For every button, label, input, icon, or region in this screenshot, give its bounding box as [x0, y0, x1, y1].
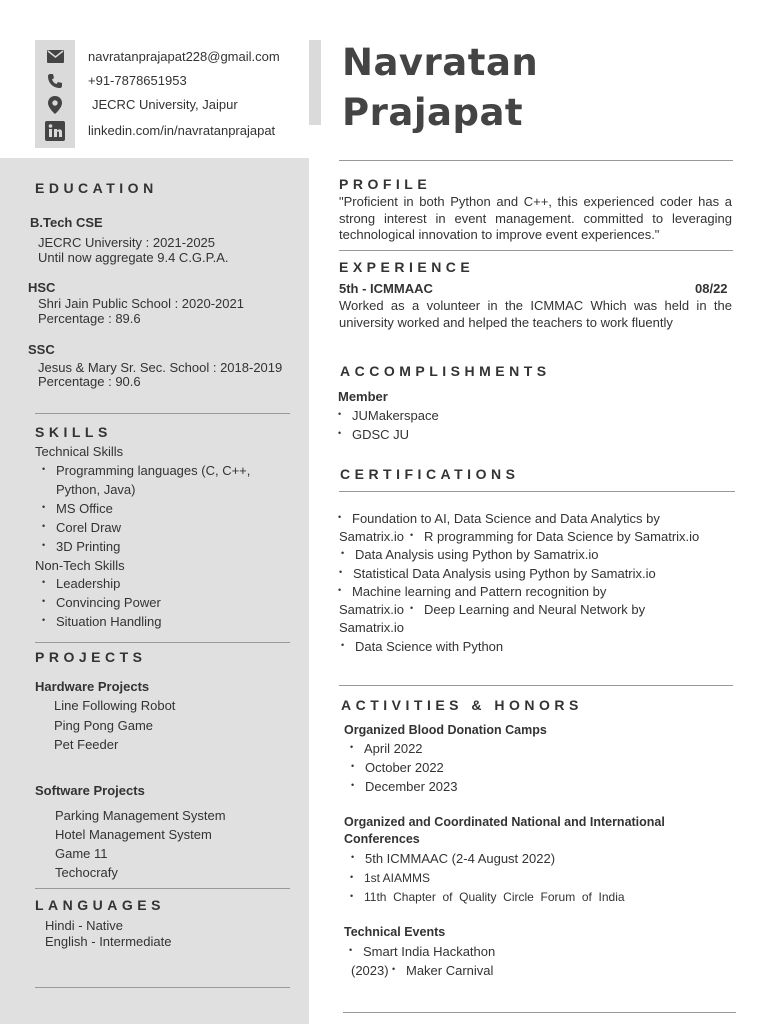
activity-item: • October 2022: [365, 760, 444, 775]
activity-item: • Maker Carnival: [406, 963, 493, 978]
certification-item: • Statistical Data Analysis using Python by Samatrix.io: [353, 566, 656, 581]
project-item: Parking Management System: [55, 808, 226, 823]
accomplishments-label: Member: [338, 389, 388, 404]
project-item: Ping Pong Game: [54, 718, 154, 733]
accomplishment-item: • JUMakerspace: [352, 408, 439, 423]
divider: [339, 685, 733, 686]
mail-icon: [45, 46, 65, 66]
certification-item: • Deep Learning and Neural Network by: [424, 602, 645, 617]
divider: [343, 1012, 736, 1013]
education-line: Percentage : 90.6: [38, 374, 141, 389]
tech-skills-label: Technical Skills: [35, 444, 124, 459]
activities-heading: ACTIVITIES & HONORS: [341, 697, 583, 713]
conferences-label-continued: Conferences: [344, 832, 420, 846]
project-item: Techocrafy: [55, 865, 118, 880]
skill-item: • MS Office: [56, 501, 113, 516]
project-item: Pet Feeder: [54, 737, 119, 752]
phone-text: +91-7878651953: [88, 73, 187, 88]
project-item: Line Following Robot: [54, 698, 176, 713]
email-text[interactable]: navratanprajapat228@gmail.com: [88, 49, 280, 64]
nontech-skills-label: Non-Tech Skills: [35, 558, 125, 573]
skill-item: • Corel Draw: [56, 520, 121, 535]
skill-item-continued: Python, Java): [56, 482, 136, 497]
divider: [35, 987, 290, 988]
phone-icon: [45, 71, 65, 91]
certification-item: • Data Science with Python: [355, 639, 503, 654]
certification-item-continued: Samatrix.io: [339, 602, 405, 617]
divider: [339, 250, 733, 251]
divider: [339, 491, 735, 492]
skill-item: • 3D Printing: [56, 539, 120, 554]
first-name: Navratan: [342, 41, 539, 84]
activity-item: • December 2023: [365, 779, 458, 794]
software-projects-label: Software Projects: [35, 783, 145, 798]
education-line: JECRC University : 2021-2025: [38, 235, 216, 250]
skills-heading: SKILLS: [35, 424, 112, 440]
experience-title: 5th - ICMMAAC: [339, 281, 433, 296]
language-item: English - Intermediate: [45, 934, 172, 949]
education-heading: EDUCATION: [35, 180, 158, 196]
experience-date: 08/22: [695, 281, 728, 296]
certification-item-continued: Samatrix.io: [339, 529, 405, 544]
experience-text: Worked as a volunteer in the ICMMAC Which was held in the university worked and helped the teachers to work fluently: [339, 298, 732, 330]
activity-item: • 11th Chapter of Quality Circle Forum of India: [364, 890, 625, 904]
education-line: Percentage : 89.6: [38, 311, 141, 326]
certification-item: • R programming for Data Science by Samatrix.io: [424, 529, 699, 544]
education-degree: HSC: [28, 280, 56, 295]
divider: [35, 413, 290, 414]
certification-item-continued: Samatrix.io: [339, 620, 405, 635]
profile-heading: PROFILE: [339, 176, 432, 192]
conferences-label: Organized and Coordinated National and International: [344, 815, 665, 829]
accomplishments-heading: ACCOMPLISHMENTS: [340, 363, 551, 379]
skill-item: • Leadership: [56, 576, 120, 591]
language-item: Hindi - Native: [45, 918, 124, 933]
divider: [35, 888, 290, 889]
project-item: Game 11: [55, 846, 108, 861]
divider: [35, 642, 290, 643]
profile-text: "Proficient in both Python and C++, this experienced coder has a strong interest in event management. committed to leveraging technological innovation to improve event experiences.": [339, 194, 732, 242]
education-line: Until now aggregate 9.4 C.G.P.A.: [38, 250, 229, 265]
last-name: Prajapat: [342, 91, 524, 134]
divider: [339, 160, 733, 161]
location-pin-icon: [45, 95, 65, 115]
skill-item: • Convincing Power: [56, 595, 161, 610]
linkedin-link[interactable]: linkedin.com/in/navratanprajapat: [88, 123, 276, 138]
activity-item: • April 2022: [364, 741, 423, 756]
education-degree: B.Tech CSE: [30, 215, 103, 230]
activity-item: • 1st AIAMMS: [364, 871, 430, 885]
languages-heading: LANGUAGES: [35, 897, 165, 913]
certifications-heading: CERTIFICATIONS: [340, 466, 520, 482]
accomplishment-item: • GDSC JU: [352, 427, 409, 442]
education-line: Shri Jain Public School : 2020-2021: [38, 296, 244, 311]
certification-item: • Foundation to AI, Data Science and Data Analytics by: [352, 511, 660, 526]
blood-donation-label: Organized Blood Donation Camps: [344, 723, 547, 737]
hardware-projects-label: Hardware Projects: [35, 679, 150, 694]
certification-item: • Machine learning and Pattern recognition by: [352, 584, 606, 599]
activity-item: • 5th ICMMAAC (2-4 August 2022): [365, 851, 555, 866]
certification-item: • Data Analysis using Python by Samatrix.io: [355, 547, 599, 562]
location-text: JECRC University, Jaipur: [92, 97, 238, 112]
education-degree: SSC: [28, 342, 55, 357]
project-item: Hotel Management System: [55, 827, 212, 842]
activity-item: • Smart India Hackathon: [363, 944, 495, 959]
skill-item: • Programming languages (C, C++,: [56, 463, 250, 478]
education-line: Jesus & Mary Sr. Sec. School : 2018-2019: [38, 360, 283, 375]
experience-heading: EXPERIENCE: [339, 259, 475, 275]
skill-item: • Situation Handling: [56, 614, 162, 629]
technical-events-label: Technical Events: [344, 925, 446, 939]
linkedin-icon: [45, 121, 65, 141]
name-accent-bar: [309, 40, 321, 125]
activity-item-continued: (2023): [351, 963, 389, 978]
projects-heading: PROJECTS: [35, 649, 147, 665]
